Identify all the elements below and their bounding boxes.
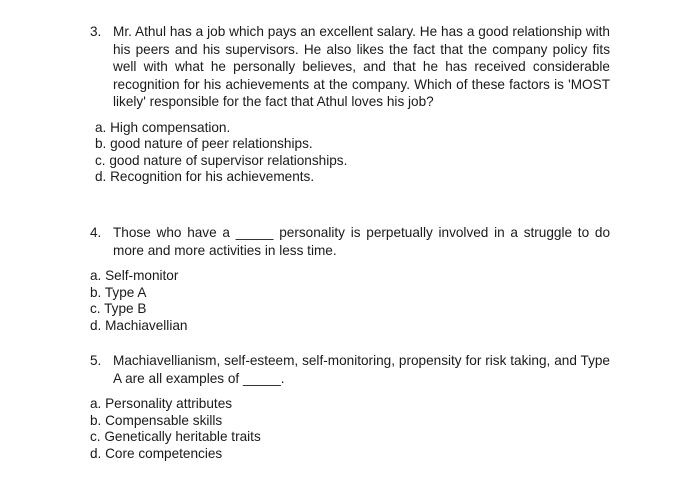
answer-option-c: c. Type B: [90, 301, 147, 317]
question-stem: [90, 224, 610, 259]
answer-option-d: d. Recognition for his achievements.: [95, 169, 315, 185]
answer-option-a: a. Self-monitor: [90, 268, 179, 283]
answer-options: [90, 120, 610, 186]
answer-option-d: d. Core competencies: [90, 445, 223, 461]
answer-option-b: b. Type A: [90, 284, 147, 300]
question-5: [90, 352, 610, 462]
answer-option-d: d. Machiavellian: [90, 317, 188, 333]
answer-option-c: c. good nature of supervisor relationships.: [95, 152, 348, 168]
answer-option-a: a. High compensation.: [95, 119, 231, 135]
question-text: Mr. Athul has a job which pays an excellent salary. He has a good relationship with his peers and his supervisors. He also likes the fact that the company policy fits well with what he personally believes, and that he has received considerable recognition for his achievements at the company. Which of these factors is 'MOST likely' responsible for the fact that Athul loves his job?: [113, 24, 610, 109]
question-text: Those who have a _____ personality is perpetually involved in a struggle to do more and more activities in less time.: [113, 225, 610, 258]
question-3: [90, 23, 610, 186]
question-number: 3.: [90, 24, 102, 39]
answer-option-b: b. Compensable skills: [90, 412, 223, 428]
question-number: 4.: [90, 225, 102, 240]
question-text: Machiavellianism, self-esteem, self-monitoring, propensity for risk taking, and Type A are all examples of _____.: [113, 353, 610, 386]
answer-option-c: c. Genetically heritable traits: [90, 429, 261, 445]
answer-options: [90, 396, 610, 462]
answer-option-a: a. Personality attributes: [90, 396, 233, 411]
question-stem: [90, 352, 610, 387]
answer-option-b: b. good nature of peer relationships.: [95, 136, 313, 152]
question-stem: [90, 23, 610, 111]
question-number: 5.: [90, 353, 102, 368]
question-4: [90, 224, 610, 334]
answer-options: [90, 268, 610, 334]
